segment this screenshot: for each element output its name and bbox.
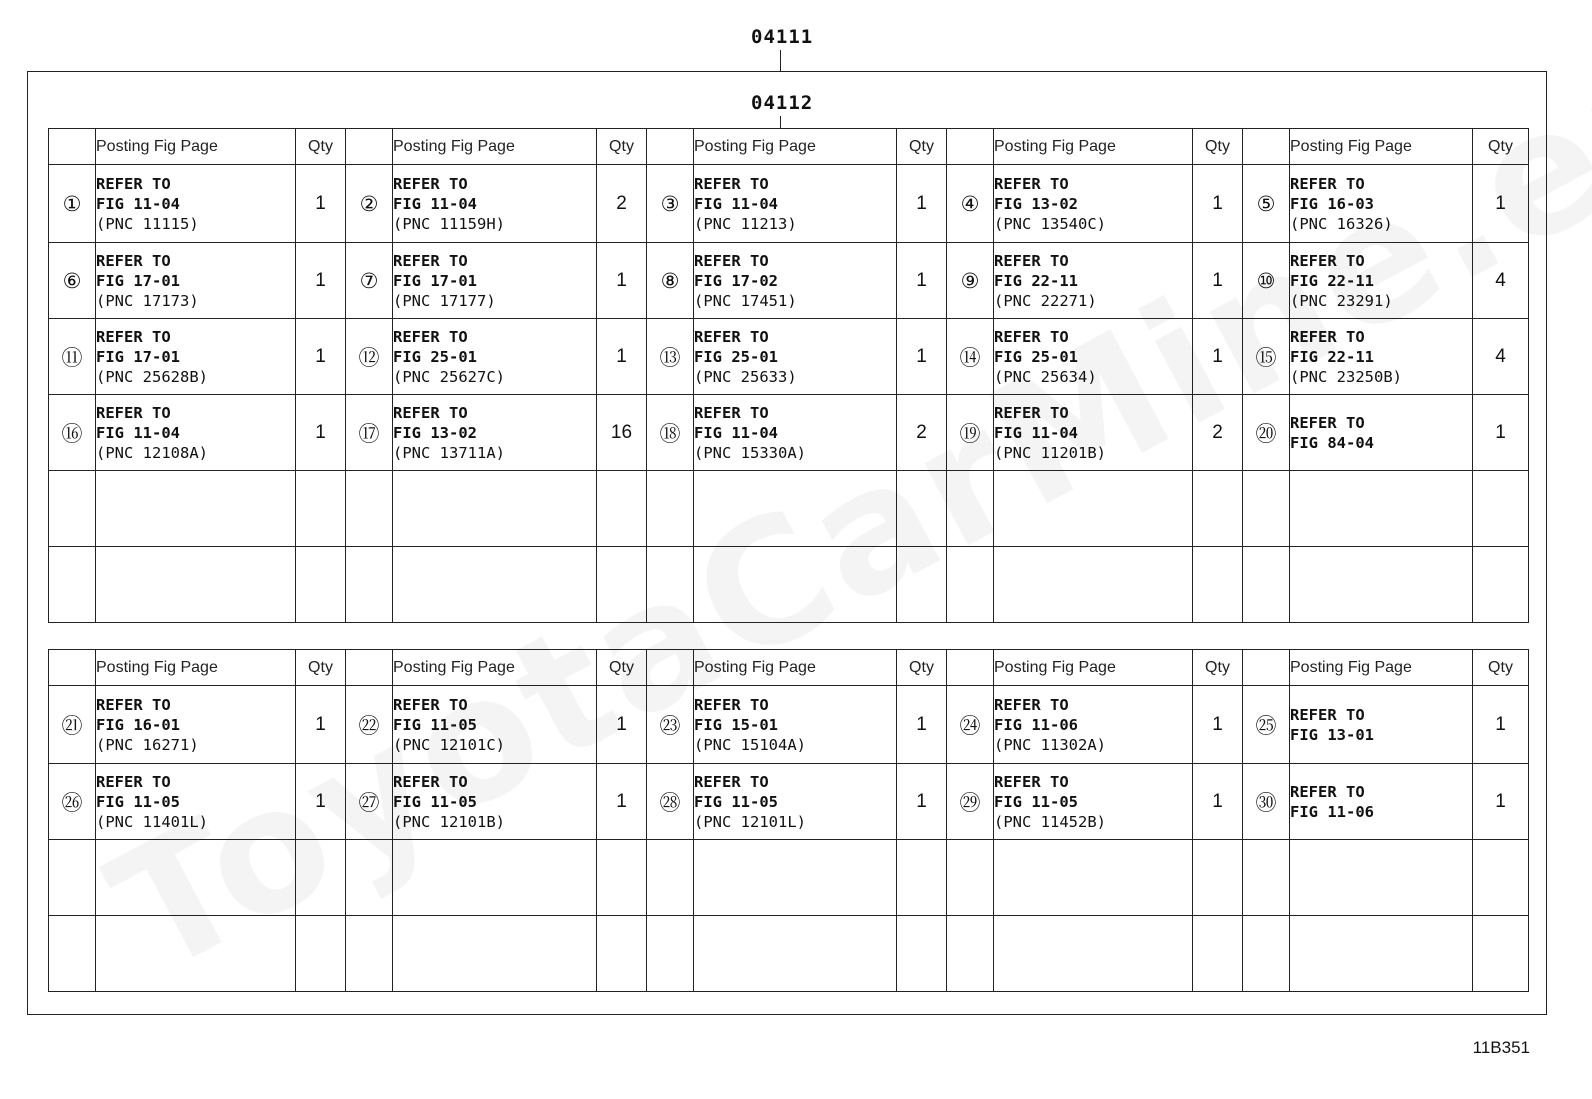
empty-cell: [296, 547, 346, 623]
empty-cell: [1290, 916, 1473, 992]
pnc-number: (PNC 25627C): [393, 367, 505, 386]
empty-cell: [1193, 840, 1243, 916]
item-number: ③: [647, 165, 694, 243]
pnc-number: (PNC 22271): [994, 291, 1097, 310]
header-qty: Qty: [1473, 129, 1529, 165]
fig-reference-cell: [994, 686, 1193, 764]
empty-cell: [947, 471, 994, 547]
empty-cell: [647, 916, 694, 992]
empty-cell: [694, 840, 897, 916]
table-row: [49, 165, 1529, 243]
item-number: ⑥: [49, 243, 96, 319]
item-number: ㉕: [1243, 686, 1290, 764]
empty-cell: [694, 471, 897, 547]
pnc-number: (PNC 11115): [96, 214, 199, 233]
qty-value: 4: [1473, 243, 1529, 319]
pnc-number: (PNC 23291): [1290, 291, 1393, 310]
fig-reference-cell: [994, 764, 1193, 840]
qty-value: 1: [1193, 165, 1243, 243]
empty-cell: [49, 471, 96, 547]
header-num-cell: [647, 129, 694, 165]
pnc-number: (PNC 11213): [694, 214, 797, 233]
refer-to-text: REFER TO: [1290, 413, 1365, 432]
item-number: ㉒: [346, 686, 393, 764]
refer-to-text: REFER TO: [994, 772, 1069, 791]
header-num-cell: [1243, 129, 1290, 165]
header-qty: Qty: [897, 129, 947, 165]
fig-reference-cell: [96, 165, 296, 243]
qty-value: 1: [897, 165, 947, 243]
empty-cell: [346, 471, 393, 547]
fig-number: FIG 17-01: [96, 347, 180, 366]
qty-value: 1: [897, 243, 947, 319]
header-qty: Qty: [1473, 650, 1529, 686]
refer-to-text: REFER TO: [694, 174, 769, 193]
fig-number: FIG 16-01: [96, 715, 180, 734]
fig-reference-cell: [1290, 686, 1473, 764]
pnc-number: (PNC 16271): [96, 735, 199, 754]
empty-cell: [947, 840, 994, 916]
empty-cell: [96, 547, 296, 623]
header-num-cell: [1243, 650, 1290, 686]
refer-to-text: REFER TO: [96, 174, 171, 193]
empty-cell: [647, 471, 694, 547]
fig-reference-cell: [393, 686, 597, 764]
header-qty: Qty: [1193, 129, 1243, 165]
fig-number: FIG 25-01: [694, 347, 778, 366]
fig-number: FIG 16-03: [1290, 194, 1374, 213]
pnc-number: (PNC 12101B): [393, 812, 505, 831]
refer-to-text: REFER TO: [1290, 782, 1365, 801]
refer-to-text: REFER TO: [994, 327, 1069, 346]
empty-cell: [897, 840, 947, 916]
refer-to-text: REFER TO: [1290, 327, 1365, 346]
pnc-number: (PNC 11201B): [994, 443, 1106, 462]
fig-number: FIG 11-05: [994, 792, 1078, 811]
pnc-number: (PNC 11302A): [994, 735, 1106, 754]
item-number: ⑬: [647, 319, 694, 395]
qty-value: 1: [897, 686, 947, 764]
header-qty: Qty: [296, 650, 346, 686]
item-number: ⑰: [346, 395, 393, 471]
pnc-number: (PNC 15330A): [694, 443, 806, 462]
fig-reference-cell: [1290, 319, 1473, 395]
item-number: ㉗: [346, 764, 393, 840]
header-num-cell: [947, 650, 994, 686]
reference-table-1: [48, 128, 1529, 623]
refer-to-text: REFER TO: [96, 403, 171, 422]
refer-to-text: REFER TO: [694, 327, 769, 346]
item-number: ⑩: [1243, 243, 1290, 319]
fig-reference-cell: [96, 395, 296, 471]
leader-line-outer: [780, 50, 781, 71]
header-fig: Posting Fig Page: [393, 129, 597, 165]
item-number: ⑯: [49, 395, 96, 471]
fig-reference-cell: [96, 319, 296, 395]
pnc-number: (PNC 15104A): [694, 735, 806, 754]
item-number: ⑧: [647, 243, 694, 319]
fig-number: FIG 15-01: [694, 715, 778, 734]
table-row: [49, 395, 1529, 471]
refer-to-text: REFER TO: [694, 403, 769, 422]
qty-value: 1: [296, 764, 346, 840]
fig-reference-cell: [994, 243, 1193, 319]
item-number: ④: [947, 165, 994, 243]
empty-cell: [1243, 547, 1290, 623]
pnc-number: (PNC 17177): [393, 291, 496, 310]
qty-value: 1: [296, 319, 346, 395]
refer-to-text: REFER TO: [1290, 705, 1365, 724]
empty-row: [49, 471, 1529, 547]
empty-cell: [647, 840, 694, 916]
refer-to-text: REFER TO: [1290, 251, 1365, 270]
refer-to-text: REFER TO: [994, 403, 1069, 422]
empty-cell: [647, 547, 694, 623]
fig-number: FIG 11-04: [96, 423, 180, 442]
pnc-number: (PNC 25628B): [96, 367, 208, 386]
empty-cell: [597, 840, 647, 916]
header-fig: Posting Fig Page: [694, 129, 897, 165]
empty-cell: [1193, 916, 1243, 992]
fig-number: FIG 13-01: [1290, 725, 1374, 744]
empty-cell: [947, 916, 994, 992]
table-row: [49, 319, 1529, 395]
refer-to-text: REFER TO: [393, 251, 468, 270]
empty-cell: [1193, 547, 1243, 623]
fig-number: FIG 11-05: [694, 792, 778, 811]
empty-cell: [994, 471, 1193, 547]
refer-to-text: REFER TO: [96, 695, 171, 714]
qty-value: 1: [1473, 764, 1529, 840]
fig-reference-cell: [694, 243, 897, 319]
empty-cell: [296, 840, 346, 916]
empty-cell: [49, 916, 96, 992]
item-number: ⑭: [947, 319, 994, 395]
empty-cell: [597, 471, 647, 547]
label-04112: 04112: [751, 92, 814, 114]
item-number: ㉚: [1243, 764, 1290, 840]
pnc-number: (PNC 11452B): [994, 812, 1106, 831]
qty-value: 1: [296, 165, 346, 243]
fig-reference-cell: [1290, 165, 1473, 243]
empty-cell: [994, 840, 1193, 916]
empty-cell: [947, 547, 994, 623]
table-row: [49, 686, 1529, 764]
fig-number: FIG 25-01: [393, 347, 477, 366]
empty-cell: [694, 547, 897, 623]
fig-number: FIG 13-02: [393, 423, 477, 442]
fig-reference-cell: [393, 764, 597, 840]
pnc-number: (PNC 23250B): [1290, 367, 1402, 386]
fig-reference-cell: [96, 764, 296, 840]
header-num-cell: [947, 129, 994, 165]
empty-cell: [994, 547, 1193, 623]
pnc-number: (PNC 25633): [694, 367, 797, 386]
fig-reference-cell: [994, 319, 1193, 395]
fig-number: FIG 11-06: [1290, 802, 1374, 821]
empty-cell: [393, 471, 597, 547]
empty-row: [49, 840, 1529, 916]
header-qty: Qty: [897, 650, 947, 686]
empty-cell: [96, 916, 296, 992]
fig-reference-cell: [393, 243, 597, 319]
figure-code: 11B351: [1472, 1038, 1530, 1057]
item-number: ①: [49, 165, 96, 243]
empty-cell: [1290, 471, 1473, 547]
empty-cell: [897, 916, 947, 992]
item-number: ⑦: [346, 243, 393, 319]
header-fig: Posting Fig Page: [1290, 129, 1473, 165]
header-num-cell: [49, 129, 96, 165]
empty-cell: [1473, 916, 1529, 992]
fig-reference-cell: [1290, 243, 1473, 319]
empty-cell: [296, 471, 346, 547]
empty-cell: [1290, 547, 1473, 623]
qty-value: 2: [1193, 395, 1243, 471]
qty-value: 1: [597, 243, 647, 319]
pnc-number: (PNC 11159H): [393, 214, 505, 233]
header-fig: Posting Fig Page: [994, 650, 1193, 686]
pnc-number: (PNC 13711A): [393, 443, 505, 462]
item-number: ㉙: [947, 764, 994, 840]
pnc-number: (PNC 17173): [96, 291, 199, 310]
table-header-row: [49, 650, 1529, 686]
qty-value: 1: [296, 395, 346, 471]
fig-number: FIG 11-05: [393, 792, 477, 811]
qty-value: 1: [296, 686, 346, 764]
pnc-number: (PNC 16326): [1290, 214, 1393, 233]
qty-value: 1: [1473, 686, 1529, 764]
fig-reference-cell: [694, 319, 897, 395]
reference-table-2: [48, 649, 1529, 992]
refer-to-text: REFER TO: [694, 772, 769, 791]
empty-cell: [49, 840, 96, 916]
pnc-number: (PNC 13540C): [994, 214, 1106, 233]
header-fig: Posting Fig Page: [96, 129, 296, 165]
qty-value: 1: [597, 686, 647, 764]
header-qty: Qty: [597, 129, 647, 165]
pnc-number: (PNC 12101C): [393, 735, 505, 754]
qty-value: 1: [1193, 243, 1243, 319]
empty-row: [49, 916, 1529, 992]
qty-value: 1: [897, 319, 947, 395]
fig-number: FIG 11-04: [994, 423, 1078, 442]
empty-cell: [897, 547, 947, 623]
qty-value: 2: [597, 165, 647, 243]
qty-value: 1: [1193, 319, 1243, 395]
fig-number: FIG 22-11: [1290, 347, 1374, 366]
pnc-number: (PNC 12101L): [694, 812, 806, 831]
empty-cell: [1243, 916, 1290, 992]
empty-cell: [393, 840, 597, 916]
item-number: ㉖: [49, 764, 96, 840]
empty-cell: [1473, 471, 1529, 547]
fig-number: FIG 11-04: [694, 194, 778, 213]
empty-cell: [597, 916, 647, 992]
item-number: ㉔: [947, 686, 994, 764]
fig-number: FIG 11-04: [694, 423, 778, 442]
refer-to-text: REFER TO: [96, 327, 171, 346]
fig-reference-cell: [694, 686, 897, 764]
fig-number: FIG 22-11: [994, 271, 1078, 290]
fig-reference-cell: [393, 165, 597, 243]
fig-reference-cell: [96, 243, 296, 319]
fig-number: FIG 84-04: [1290, 433, 1374, 452]
refer-to-text: REFER TO: [994, 251, 1069, 270]
leader-line-inner: [780, 116, 781, 128]
refer-to-text: REFER TO: [96, 772, 171, 791]
empty-cell: [346, 547, 393, 623]
pnc-number: (PNC 25634): [994, 367, 1097, 386]
fig-reference-cell: [994, 395, 1193, 471]
fig-reference-cell: [96, 686, 296, 764]
table1-body: [49, 165, 1529, 623]
table-row: [49, 764, 1529, 840]
fig-reference-cell: [694, 395, 897, 471]
fig-reference-cell: [1290, 764, 1473, 840]
qty-value: 16: [597, 395, 647, 471]
item-number: ⑤: [1243, 165, 1290, 243]
fig-number: FIG 11-06: [994, 715, 1078, 734]
empty-cell: [296, 916, 346, 992]
empty-cell: [1290, 840, 1473, 916]
label-04111: 04111: [751, 26, 814, 48]
refer-to-text: REFER TO: [393, 174, 468, 193]
refer-to-text: REFER TO: [393, 695, 468, 714]
qty-value: 1: [897, 764, 947, 840]
header-fig: Posting Fig Page: [96, 650, 296, 686]
pnc-number: (PNC 17451): [694, 291, 797, 310]
empty-cell: [393, 916, 597, 992]
empty-cell: [597, 547, 647, 623]
header-num-cell: [49, 650, 96, 686]
fig-reference-cell: [694, 764, 897, 840]
fig-number: FIG 25-01: [994, 347, 1078, 366]
header-fig: Posting Fig Page: [1290, 650, 1473, 686]
header-qty: Qty: [1193, 650, 1243, 686]
fig-reference-cell: [994, 165, 1193, 243]
header-qty: Qty: [597, 650, 647, 686]
refer-to-text: REFER TO: [393, 403, 468, 422]
table-row: [49, 243, 1529, 319]
table-header-row: [49, 129, 1529, 165]
empty-cell: [96, 471, 296, 547]
qty-value: 2: [897, 395, 947, 471]
refer-to-text: REFER TO: [694, 251, 769, 270]
empty-cell: [897, 471, 947, 547]
qty-value: 1: [1193, 686, 1243, 764]
qty-value: 1: [296, 243, 346, 319]
header-num-cell: [346, 650, 393, 686]
qty-value: 1: [1473, 165, 1529, 243]
refer-to-text: REFER TO: [694, 695, 769, 714]
fig-reference-cell: [1290, 395, 1473, 471]
empty-cell: [994, 916, 1193, 992]
item-number: ⑪: [49, 319, 96, 395]
refer-to-text: REFER TO: [1290, 174, 1365, 193]
empty-cell: [694, 916, 897, 992]
item-number: ⑫: [346, 319, 393, 395]
qty-value: 1: [1193, 764, 1243, 840]
item-number: ⑲: [947, 395, 994, 471]
empty-cell: [1473, 547, 1529, 623]
fig-reference-cell: [694, 165, 897, 243]
header-num-cell: [647, 650, 694, 686]
empty-cell: [1193, 471, 1243, 547]
qty-value: 1: [597, 319, 647, 395]
item-number: ⑨: [947, 243, 994, 319]
item-number: ㉓: [647, 686, 694, 764]
empty-cell: [96, 840, 296, 916]
fig-number: FIG 11-05: [96, 792, 180, 811]
table2-body: [49, 686, 1529, 992]
item-number: ⑮: [1243, 319, 1290, 395]
header-num-cell: [346, 129, 393, 165]
empty-cell: [1473, 840, 1529, 916]
header-fig: Posting Fig Page: [994, 129, 1193, 165]
empty-cell: [393, 547, 597, 623]
qty-value: 4: [1473, 319, 1529, 395]
header-qty: Qty: [296, 129, 346, 165]
fig-reference-cell: [393, 319, 597, 395]
pnc-number: (PNC 12108A): [96, 443, 208, 462]
header-fig: Posting Fig Page: [694, 650, 897, 686]
item-number: ⑳: [1243, 395, 1290, 471]
item-number: ⑱: [647, 395, 694, 471]
empty-cell: [1243, 840, 1290, 916]
fig-number: FIG 13-02: [994, 194, 1078, 213]
fig-number: FIG 17-01: [96, 271, 180, 290]
fig-reference-cell: [393, 395, 597, 471]
empty-cell: [346, 916, 393, 992]
empty-cell: [346, 840, 393, 916]
refer-to-text: REFER TO: [96, 251, 171, 270]
item-number: ㉑: [49, 686, 96, 764]
pnc-number: (PNC 11401L): [96, 812, 208, 831]
empty-row: [49, 547, 1529, 623]
refer-to-text: REFER TO: [994, 174, 1069, 193]
fig-number: FIG 11-04: [96, 194, 180, 213]
qty-value: 1: [1473, 395, 1529, 471]
refer-to-text: REFER TO: [994, 695, 1069, 714]
header-fig: Posting Fig Page: [393, 650, 597, 686]
fig-number: FIG 17-02: [694, 271, 778, 290]
fig-number: FIG 22-11: [1290, 271, 1374, 290]
fig-number: FIG 11-05: [393, 715, 477, 734]
refer-to-text: REFER TO: [393, 772, 468, 791]
qty-value: 1: [597, 764, 647, 840]
item-number: ㉘: [647, 764, 694, 840]
empty-cell: [49, 547, 96, 623]
fig-number: FIG 11-04: [393, 194, 477, 213]
item-number: ②: [346, 165, 393, 243]
refer-to-text: REFER TO: [393, 327, 468, 346]
fig-number: FIG 17-01: [393, 271, 477, 290]
empty-cell: [1243, 471, 1290, 547]
